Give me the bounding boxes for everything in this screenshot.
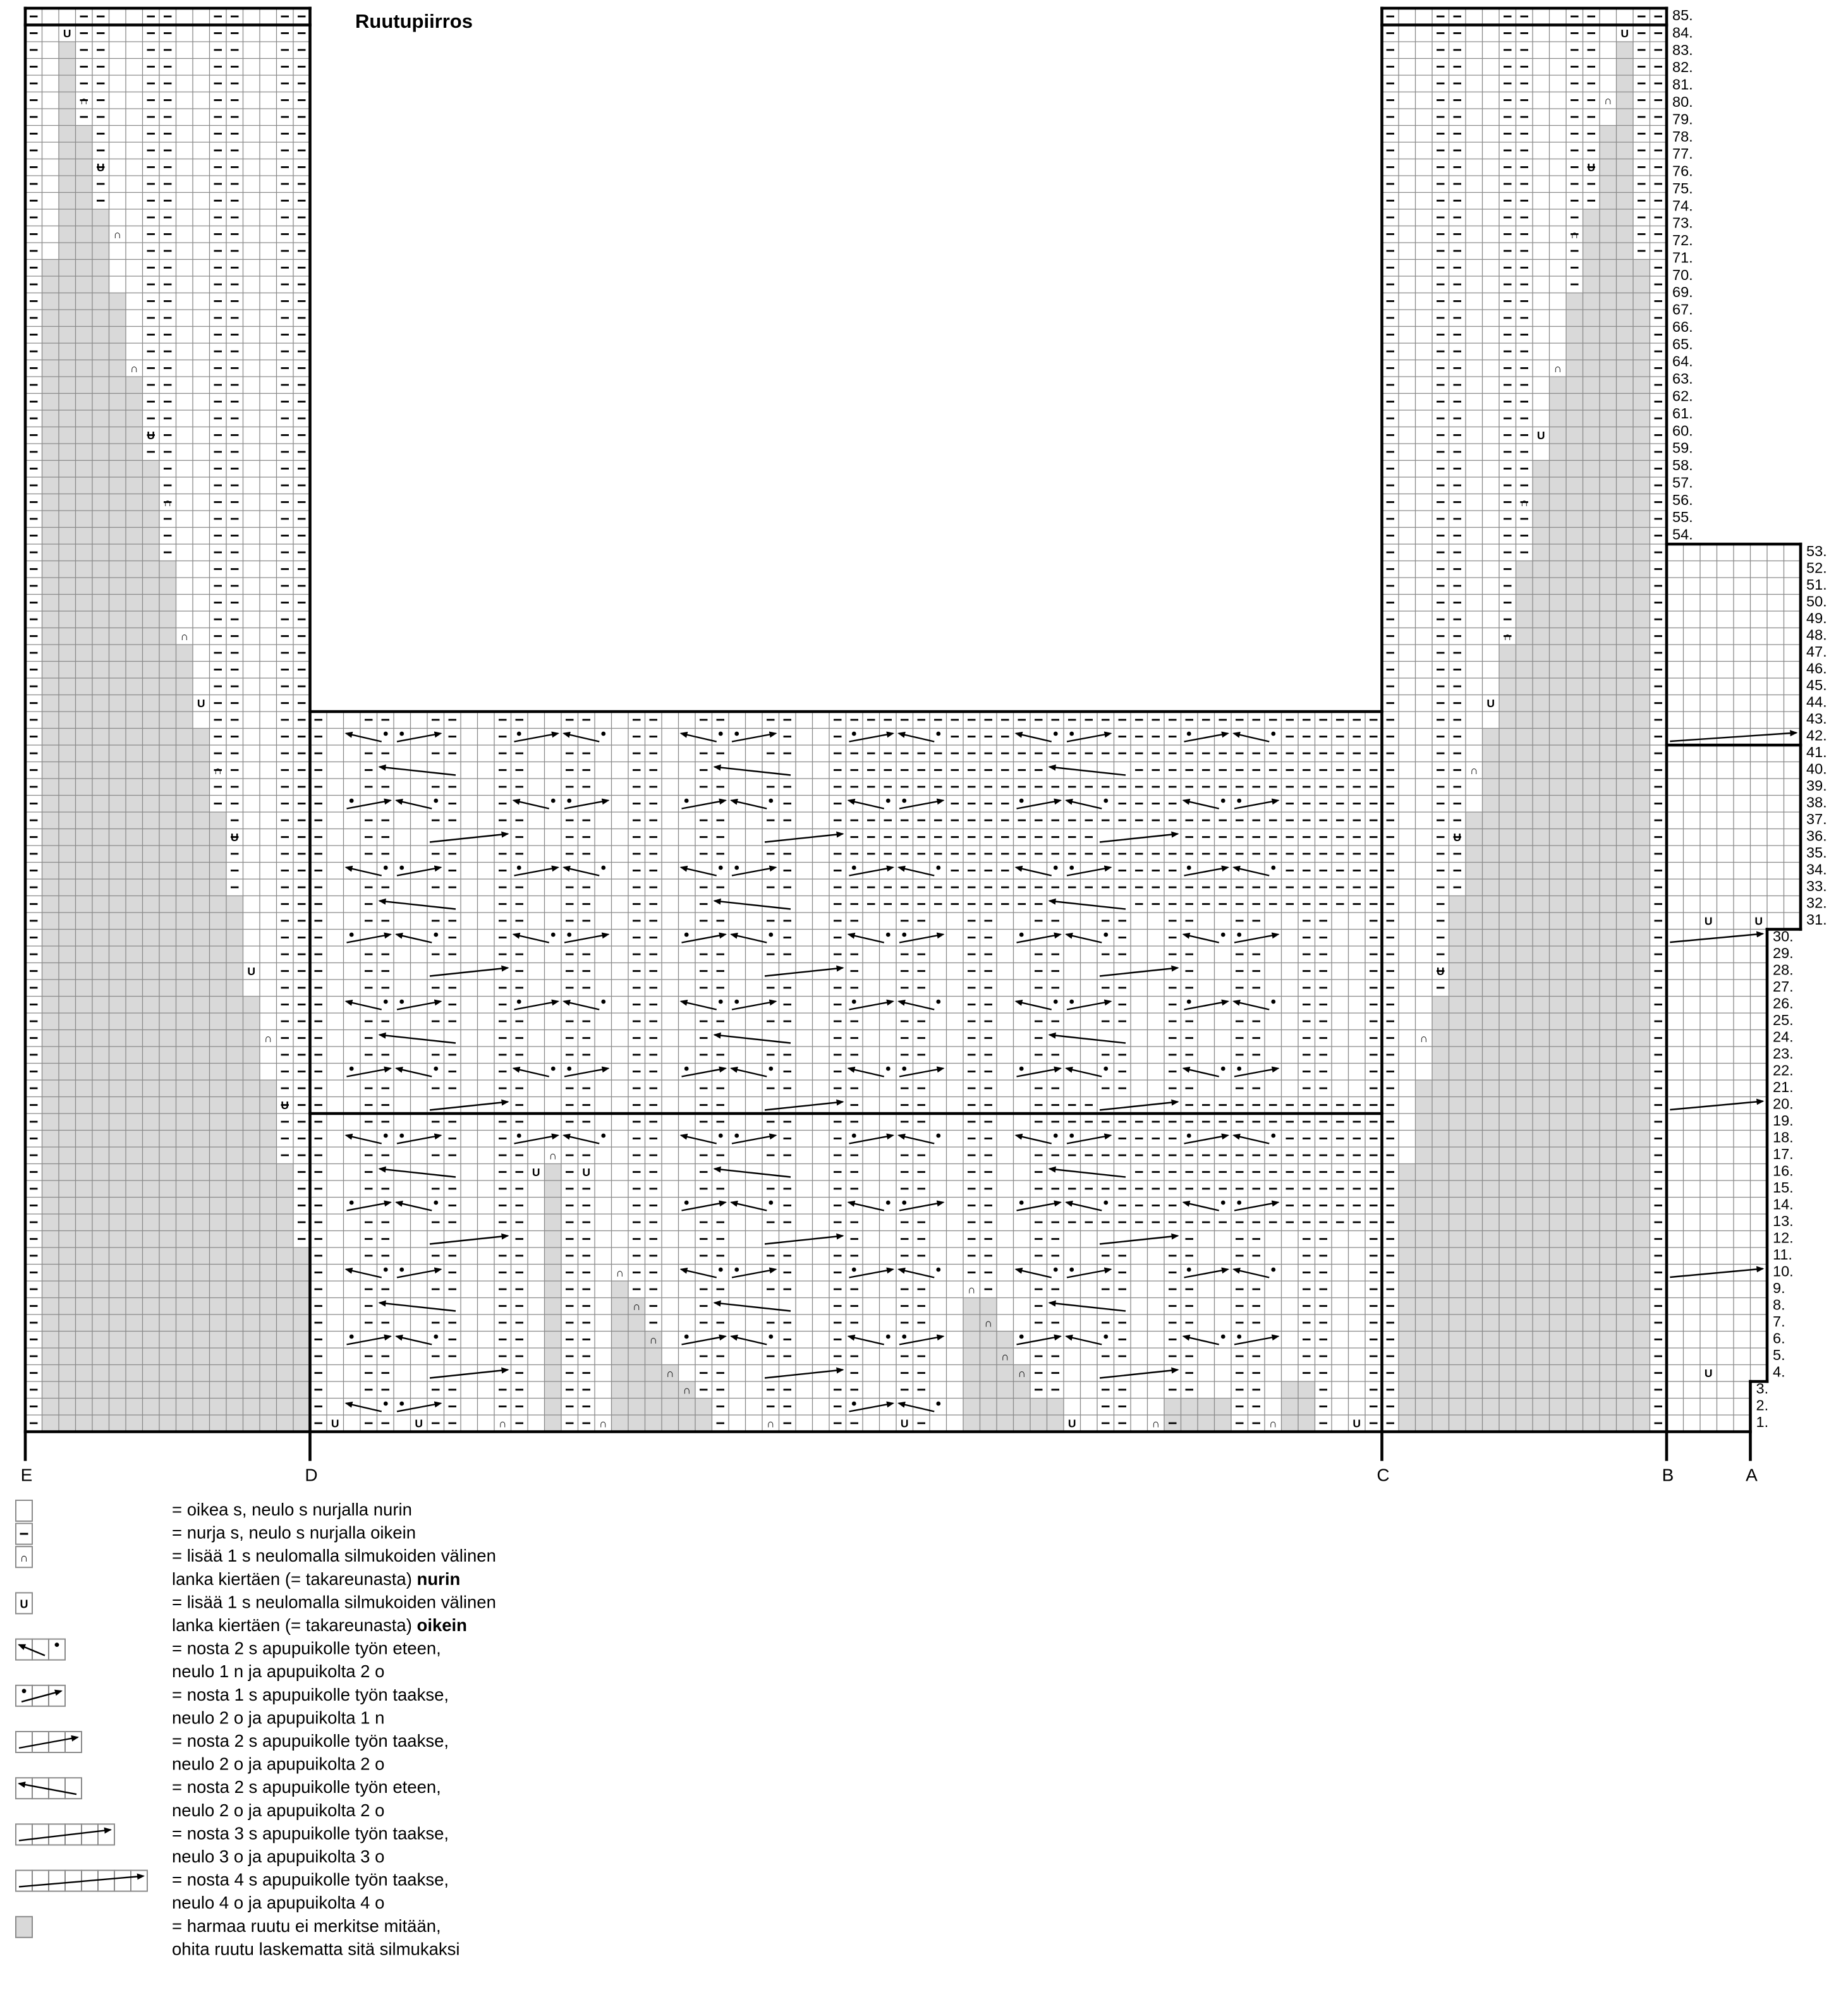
row-number: 81.	[1672, 76, 1693, 93]
row-number: 18.	[1773, 1129, 1794, 1146]
row-number: 33.	[1806, 878, 1827, 895]
row-number: 9.	[1773, 1280, 1785, 1297]
mark-m1p: ∩	[766, 1417, 775, 1430]
panel-ext-mid	[1667, 930, 1767, 1382]
row-number: 16.	[1773, 1162, 1794, 1179]
row-number: 36.	[1806, 827, 1827, 844]
row-number: 80.	[1672, 93, 1693, 110]
mark-m1k: U	[197, 697, 205, 710]
section-marker-D: D	[305, 1465, 318, 1485]
row-number: 79.	[1672, 111, 1693, 128]
row-number: 39.	[1806, 777, 1827, 794]
legend-item-10	[16, 1870, 449, 1913]
row-number: 69.	[1672, 284, 1693, 301]
mark-m1p: ∩	[80, 94, 88, 107]
mark-m1k: U	[1453, 831, 1462, 844]
row-number: 21.	[1773, 1079, 1794, 1096]
row-number: 26.	[1773, 995, 1794, 1012]
row-number: 11.	[1773, 1246, 1792, 1263]
row-number: 52.	[1806, 559, 1827, 576]
row-number: 23.	[1773, 1045, 1794, 1062]
mark-m1k: U	[281, 1099, 289, 1112]
mark-m1p: ∩	[180, 630, 189, 643]
legend-symbol-cable	[16, 1871, 147, 1891]
row-number: 61.	[1672, 404, 1693, 422]
panel-right-front	[1382, 8, 1667, 1432]
row-number: 57.	[1672, 474, 1693, 491]
legend-text: neulo 3 o ja apupuikolta 3 o	[172, 1847, 385, 1866]
mark-m1p: ∩	[214, 764, 222, 777]
row-number: 74.	[1672, 197, 1693, 214]
legend-text: = nosta 4 s apupuikolle työn taakse,	[172, 1869, 449, 1890]
legend-symbol-cable	[16, 1778, 82, 1799]
legend-text: = nosta 2 s apupuikolle työn eteen,	[172, 1777, 441, 1797]
row-number: 3.	[1756, 1380, 1769, 1397]
row-number: 83.	[1672, 41, 1693, 58]
mark-m1k: U	[1536, 429, 1545, 442]
legend-text: lanka kiertäen (= takareunasta) nurin	[172, 1569, 461, 1589]
row-number: 77.	[1672, 145, 1693, 162]
legend-item-2	[16, 1523, 416, 1545]
mark-m1k: U	[230, 831, 239, 844]
row-number: 22.	[1773, 1062, 1794, 1079]
mark-m1p: ∩	[1268, 1417, 1277, 1430]
row-number: 8.	[1773, 1296, 1785, 1313]
row-number: 7.	[1773, 1313, 1785, 1330]
row-number: 49.	[1806, 610, 1827, 627]
row-number: 65.	[1672, 336, 1693, 353]
row-number: 72.	[1672, 232, 1693, 249]
mark-m1p: ∩	[1018, 1367, 1026, 1380]
row-number: 2.	[1756, 1397, 1769, 1414]
legend-item-7	[16, 1731, 449, 1774]
row-number: 47.	[1806, 643, 1827, 660]
legend-text: ohita ruutu laskematta sitä silmukaksi	[172, 1939, 460, 1959]
row-number: 50.	[1806, 593, 1827, 610]
legend-text: = lisää 1 s neulomalla silmukoiden välinen	[172, 1546, 496, 1566]
row-number: 34.	[1806, 861, 1827, 878]
row-number: 38.	[1806, 794, 1827, 811]
mark-m1k: U	[147, 429, 155, 442]
mark-m1k: U	[1754, 914, 1763, 928]
mark-m1k: U	[331, 1417, 339, 1430]
row-number: 56.	[1672, 491, 1693, 508]
row-number: 66.	[1672, 318, 1693, 335]
legend-item-9	[16, 1823, 449, 1866]
legend-symbol-box	[16, 1917, 32, 1938]
mark-m1p: ∩	[113, 228, 122, 241]
mark-m1p: ∩	[1570, 228, 1579, 241]
row-number: 73.	[1672, 214, 1693, 231]
legend-text: neulo 4 o ja apupuikolta 4 o	[172, 1893, 385, 1913]
mark-m1p: ∩	[264, 1032, 272, 1045]
legend-symbol-cable	[16, 1639, 65, 1660]
mark-m1p: ∩	[1503, 630, 1512, 643]
mark-m1k: U	[63, 27, 71, 40]
mark-m1p: ∩	[1152, 1417, 1160, 1430]
mark-m1p: ∩	[163, 496, 172, 509]
row-number: 48.	[1806, 626, 1827, 643]
section-marker-E: E	[20, 1465, 33, 1485]
row-number: 54.	[1672, 526, 1693, 543]
row-number: 60.	[1672, 422, 1693, 439]
row-number: 64.	[1672, 353, 1693, 370]
row-number: 84.	[1672, 24, 1693, 41]
row-number: 37.	[1806, 811, 1827, 828]
row-number: 78.	[1672, 128, 1693, 145]
legend-text: = oikea s, neulo s nurjalla nurin	[172, 1500, 412, 1519]
row-number: 45.	[1806, 677, 1827, 694]
mark-m1p: ∩	[1419, 1032, 1428, 1045]
row-number: 35.	[1806, 844, 1827, 861]
mark-m1k: U	[96, 161, 105, 174]
mark-m1p: ∩	[1469, 764, 1478, 777]
legend-text: lanka kiertäen (= takareunasta) oikein	[172, 1615, 467, 1635]
legend-text: neulo 1 n ja apupuikolta 2 o	[172, 1661, 385, 1682]
mark-m1p: ∩	[599, 1417, 607, 1430]
row-number: 82.	[1672, 59, 1693, 76]
legend-text: = nosta 2 s apupuikolle työn taakse,	[172, 1731, 449, 1751]
mark-m1p: ∩	[649, 1333, 658, 1346]
mark-m1p: ∩	[1000, 1350, 1009, 1363]
row-number: 17.	[1773, 1146, 1794, 1163]
legend-symbol-cable	[16, 1824, 114, 1845]
legend-item-5	[16, 1639, 441, 1682]
mark-m1k: U	[1704, 914, 1713, 928]
panel-left-front	[25, 8, 310, 1432]
row-number: 31.	[1806, 911, 1827, 928]
legend-text: neulo 2 o ja apupuikolta 2 o	[172, 1800, 385, 1820]
legend-item-11	[16, 1916, 459, 1959]
legend-item-1	[16, 1500, 412, 1521]
legend-symbol-cable	[16, 1732, 82, 1752]
panel-ext-bot	[1667, 1381, 1751, 1432]
mark-m1p: ∩	[549, 1149, 557, 1162]
mark-m1p: ∩	[632, 1300, 641, 1313]
section-marker-A: A	[1746, 1465, 1758, 1485]
row-number: 25.	[1773, 1012, 1794, 1029]
row-number: 85.	[1672, 7, 1693, 24]
row-number: 29.	[1773, 945, 1794, 962]
legend-symbol-box	[16, 1500, 32, 1521]
mark-m1p: ∩	[130, 362, 138, 375]
mark-m1k: U	[1067, 1417, 1076, 1430]
mark-m1p: ∩	[616, 1266, 624, 1279]
mark-m1k: U	[415, 1417, 423, 1430]
row-number: 59.	[1672, 439, 1693, 456]
mark-m1k: U	[1436, 965, 1445, 978]
row-number: 5.	[1773, 1347, 1785, 1364]
chart-panels	[25, 8, 1801, 1432]
mark-m1p: ∩	[984, 1316, 993, 1330]
row-number: 30.	[1773, 928, 1794, 945]
row-number: 67.	[1672, 301, 1693, 318]
row-number: 19.	[1773, 1112, 1794, 1129]
section-markers	[21, 1466, 1758, 1485]
mark-m1k: U	[582, 1166, 591, 1179]
section-marker-C: C	[1377, 1465, 1390, 1485]
legend-item-3	[16, 1546, 496, 1589]
mark-m1k: U	[1486, 697, 1495, 710]
svg-text:U: U	[20, 1598, 28, 1611]
row-number: 51.	[1806, 576, 1827, 593]
mark-m1k: U	[1353, 1417, 1361, 1430]
row-number: 46.	[1806, 660, 1827, 677]
legend-text: = harmaa ruutu ei merkitse mitään,	[172, 1915, 441, 1936]
legend-text: = nosta 2 s apupuikolle työn eteen,	[172, 1638, 441, 1658]
row-number: 41.	[1806, 744, 1827, 761]
row-number: 40.	[1806, 760, 1827, 777]
mark-m1p: ∩	[498, 1417, 507, 1430]
row-number: 10.	[1773, 1263, 1794, 1280]
row-number: 6.	[1773, 1330, 1785, 1347]
section-marker-B: B	[1662, 1465, 1674, 1485]
row-number: 1.	[1756, 1414, 1769, 1431]
row-number: 55.	[1672, 509, 1693, 526]
mark-m1p: ∩	[683, 1383, 691, 1397]
row-number: 75.	[1672, 179, 1693, 197]
row-number: 4.	[1773, 1363, 1785, 1380]
legend-text: = nosta 1 s apupuikolle työn taakse,	[172, 1684, 449, 1704]
mark-m1k: U	[1620, 27, 1629, 40]
legend-text: = lisää 1 s neulomalla silmukoiden välinen	[172, 1592, 496, 1612]
mark-m1k: U	[247, 965, 256, 978]
legend-item-4	[16, 1592, 496, 1635]
row-number: 42.	[1806, 727, 1827, 744]
row-number: 44.	[1806, 693, 1827, 710]
mark-m1k: U	[1704, 1367, 1713, 1380]
row-number: 15.	[1773, 1179, 1794, 1196]
row-number: 27.	[1773, 978, 1794, 995]
svg-text:∩: ∩	[20, 1551, 28, 1565]
row-number: 14.	[1773, 1196, 1794, 1213]
mark-m1p: ∩	[1520, 496, 1529, 509]
row-number: 62.	[1672, 387, 1693, 404]
legend-text: = nurja s, neulo s nurjalla oikein	[172, 1522, 416, 1543]
chart-legend	[16, 1500, 496, 1958]
row-number: 58.	[1672, 457, 1693, 474]
row-number: 24.	[1773, 1028, 1794, 1045]
row-number: 32.	[1806, 894, 1827, 911]
mark-m1k: U	[1587, 161, 1596, 174]
row-number: 43.	[1806, 710, 1827, 727]
legend-item-6	[16, 1685, 449, 1728]
mark-m1p: ∩	[666, 1367, 674, 1380]
mark-m1p: ∩	[1553, 362, 1562, 375]
legend-symbol-cable	[16, 1685, 65, 1706]
legend-text: neulo 2 o ja apupuikolta 2 o	[172, 1754, 385, 1774]
row-number: 53.	[1806, 543, 1827, 560]
row-number: 28.	[1773, 961, 1794, 978]
row-number: 20.	[1773, 1095, 1794, 1112]
row-number: 71.	[1672, 249, 1693, 266]
row-number: 12.	[1773, 1229, 1794, 1246]
mark-m1k: U	[532, 1166, 540, 1179]
row-number: 63.	[1672, 370, 1693, 387]
row-number: 13.	[1773, 1213, 1794, 1230]
mark-m1k: U	[900, 1417, 909, 1430]
legend-text: = nosta 3 s apupuikolle työn taakse,	[172, 1823, 449, 1843]
mark-m1p: ∩	[1603, 94, 1612, 107]
row-number: 70.	[1672, 266, 1693, 283]
legend-item-8	[16, 1777, 441, 1820]
row-number: 76.	[1672, 162, 1693, 179]
legend-text: neulo 2 o ja apupuikolta 1 n	[172, 1708, 385, 1728]
chart-title: Ruutupiirros	[355, 10, 473, 32]
mark-m1p: ∩	[967, 1283, 976, 1296]
